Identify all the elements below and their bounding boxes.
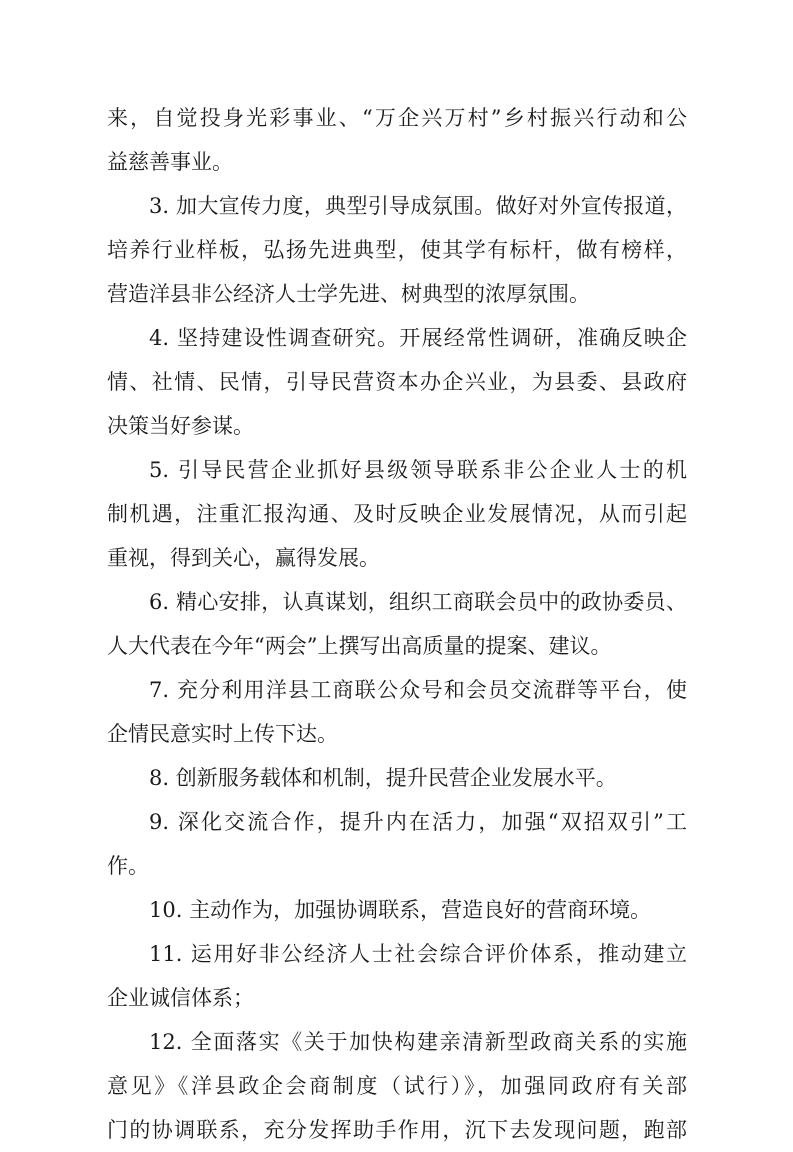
text-line: 情、社情、民情，引导民营资本办企兴业，为县委、县政府 [107, 370, 687, 394]
text-line: 6. 精心安排，认真谋划，组织工商联会员中的政协委员、 [149, 590, 687, 614]
text-line: 7. 充分利用洋县工商联公众号和会员交流群等平台，使 [149, 678, 687, 702]
text-line: 企业诚信体系； [107, 986, 254, 1010]
text-line: 培养行业样板，弘扬先进典型，使其学有标杆，做有榜样， [107, 238, 687, 262]
text-line: 10. 主动作为，加强协调联系，营造良好的营商环境。 [149, 898, 652, 922]
text-line: 意见》《洋县政企会商制度（试行）》，加强同政府有关部 [107, 1074, 687, 1098]
text-line: 决策当好参谋。 [107, 414, 254, 438]
text-line: 3. 加大宣传力度，典型引导成氛围。做好对外宣传报道， [149, 194, 687, 218]
text-line: 营造洋县非公经济人士学先进、树典型的浓厚氛围。 [107, 282, 590, 306]
text-line: 制机遇，注重汇报沟通、及时反映企业发展情况，从而引起 [107, 502, 687, 526]
text-line: 作。 [107, 854, 149, 878]
text-line: 门的协调联系，充分发挥助手作用，沉下去发现问题，跑部 [107, 1118, 687, 1142]
text-line: 5. 引导民营企业抓好县级领导联系非公企业人士的机 [149, 458, 687, 482]
text-line: 8. 创新服务载体和机制，提升民营企业发展水平。 [149, 766, 617, 790]
text-line: 益慈善事业。 [107, 150, 233, 174]
text-line: 来，自觉投身光彩事业、“万企兴万村”乡村振兴行动和公 [107, 106, 687, 130]
text-line: 企情民意实时上传下达。 [107, 722, 338, 746]
text-line: 11. 运用好非公经济人士社会综合评价体系，推动建立 [149, 942, 687, 966]
text-line: 9. 深化交流合作，提升内在活力，加强“双招双引”工 [149, 810, 687, 834]
text-line: 12. 全面落实《关于加快构建亲清新型政商关系的实施 [149, 1030, 687, 1054]
document-page [107, 96, 687, 1152]
text-line: 人大代表在今年“两会”上撰写出高质量的提案、建议。 [107, 634, 612, 658]
text-line: 4. 坚持建设性调查研究。开展经常性调研，准确反映企 [149, 326, 687, 350]
text-line: 重视，得到关心，赢得发展。 [107, 546, 380, 570]
